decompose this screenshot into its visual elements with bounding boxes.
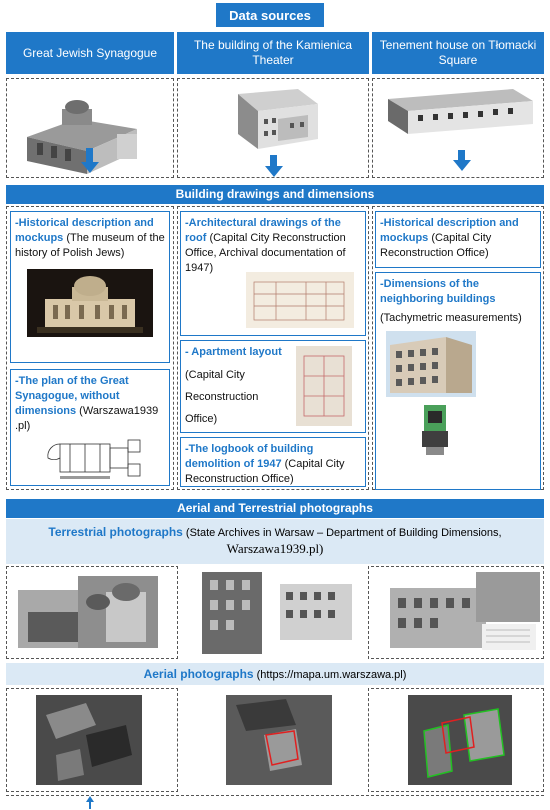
section-photographs: Aerial and Terrestrial photographs <box>6 499 544 518</box>
aerial-source: (https://mapa.um.warszawa.pl) <box>253 669 407 681</box>
up-arrow-stem-icon <box>89 801 91 809</box>
card-text: (Capital City Reconstruction Office) <box>185 458 345 485</box>
synagogue-plan-drawing <box>30 436 150 482</box>
aerial-title: Aerial photographs <box>143 667 254 681</box>
terrestrial-photographs-panel <box>6 519 544 564</box>
terrestrial-title: Terrestrial photographs <box>48 525 183 539</box>
column-header-synagogue: Great Jewish Synagogue <box>6 32 174 74</box>
roof-drawing-photo <box>246 272 354 328</box>
synagogue-aerial-photo <box>36 695 142 785</box>
synagogue-mockup-photo <box>27 269 153 337</box>
section-building-drawings: Building drawings and dimensions <box>6 185 544 204</box>
down-arrow-head-icon <box>265 166 283 177</box>
card-text: (Capital City Reconstruction Office) <box>185 369 259 425</box>
tenement-aerial-photo <box>408 695 512 785</box>
down-arrow-icon <box>458 150 465 160</box>
down-arrow-head-icon <box>453 160 471 171</box>
card-neighboring-dimensions <box>375 272 541 490</box>
card-title: -The plan of the Great Synagogue, without dimensions <box>15 375 129 417</box>
terrestrial-source: (State Archives in Warsaw – Department of Building Dimensions, <box>182 527 502 539</box>
synagogue-terrestrial-photo <box>18 572 158 654</box>
card-title: -Historical description and mockups <box>15 217 154 244</box>
column-header-kamienica: The building of the Kamienica Theater <box>177 32 369 74</box>
card-text: (Warszawa1939 .pl) <box>15 405 159 432</box>
card-text: (Capital City Reconstruction Office) <box>380 232 492 259</box>
kamienica-terrestrial-photo <box>202 572 352 654</box>
tenement-terrestrial-photo <box>390 572 540 654</box>
down-arrow-icon <box>86 148 93 162</box>
card-text: (The museum of the history of Polish Jews) <box>15 232 165 259</box>
kamienica-aerial-photo <box>226 695 332 785</box>
card-tenement-description <box>375 211 541 268</box>
card-title: - Apartment layout <box>185 346 282 358</box>
card-synagogue-plan <box>10 369 170 486</box>
diagram-title: Data sources <box>216 3 324 27</box>
card-title: -Architectural drawings of the roof <box>185 217 341 244</box>
apartment-layout-photo <box>296 346 352 426</box>
down-arrow-head-icon <box>81 162 99 173</box>
terrestrial-source-cont: Warszawa1939.pl) <box>226 541 324 556</box>
column-header-tenement: Tenement house on Tłomacki Square <box>372 32 544 74</box>
card-synagogue-description <box>10 211 170 363</box>
total-station-photo <box>416 401 454 461</box>
card-title: -Historical description and mockups <box>380 217 519 244</box>
card-title: -Dimensions of the neighboring buildings <box>380 278 496 305</box>
card-title: -The logbook of building demolition of 1947 <box>185 443 314 470</box>
card-text: (Capital City Reconstruction Office, Archival documentation of 1947) <box>185 232 346 274</box>
card-text: (Tachymetric measurements) <box>380 312 522 324</box>
neighboring-building-photo <box>386 331 476 397</box>
card-demolition-logbook <box>180 437 366 487</box>
aerial-photographs-panel <box>6 663 544 685</box>
